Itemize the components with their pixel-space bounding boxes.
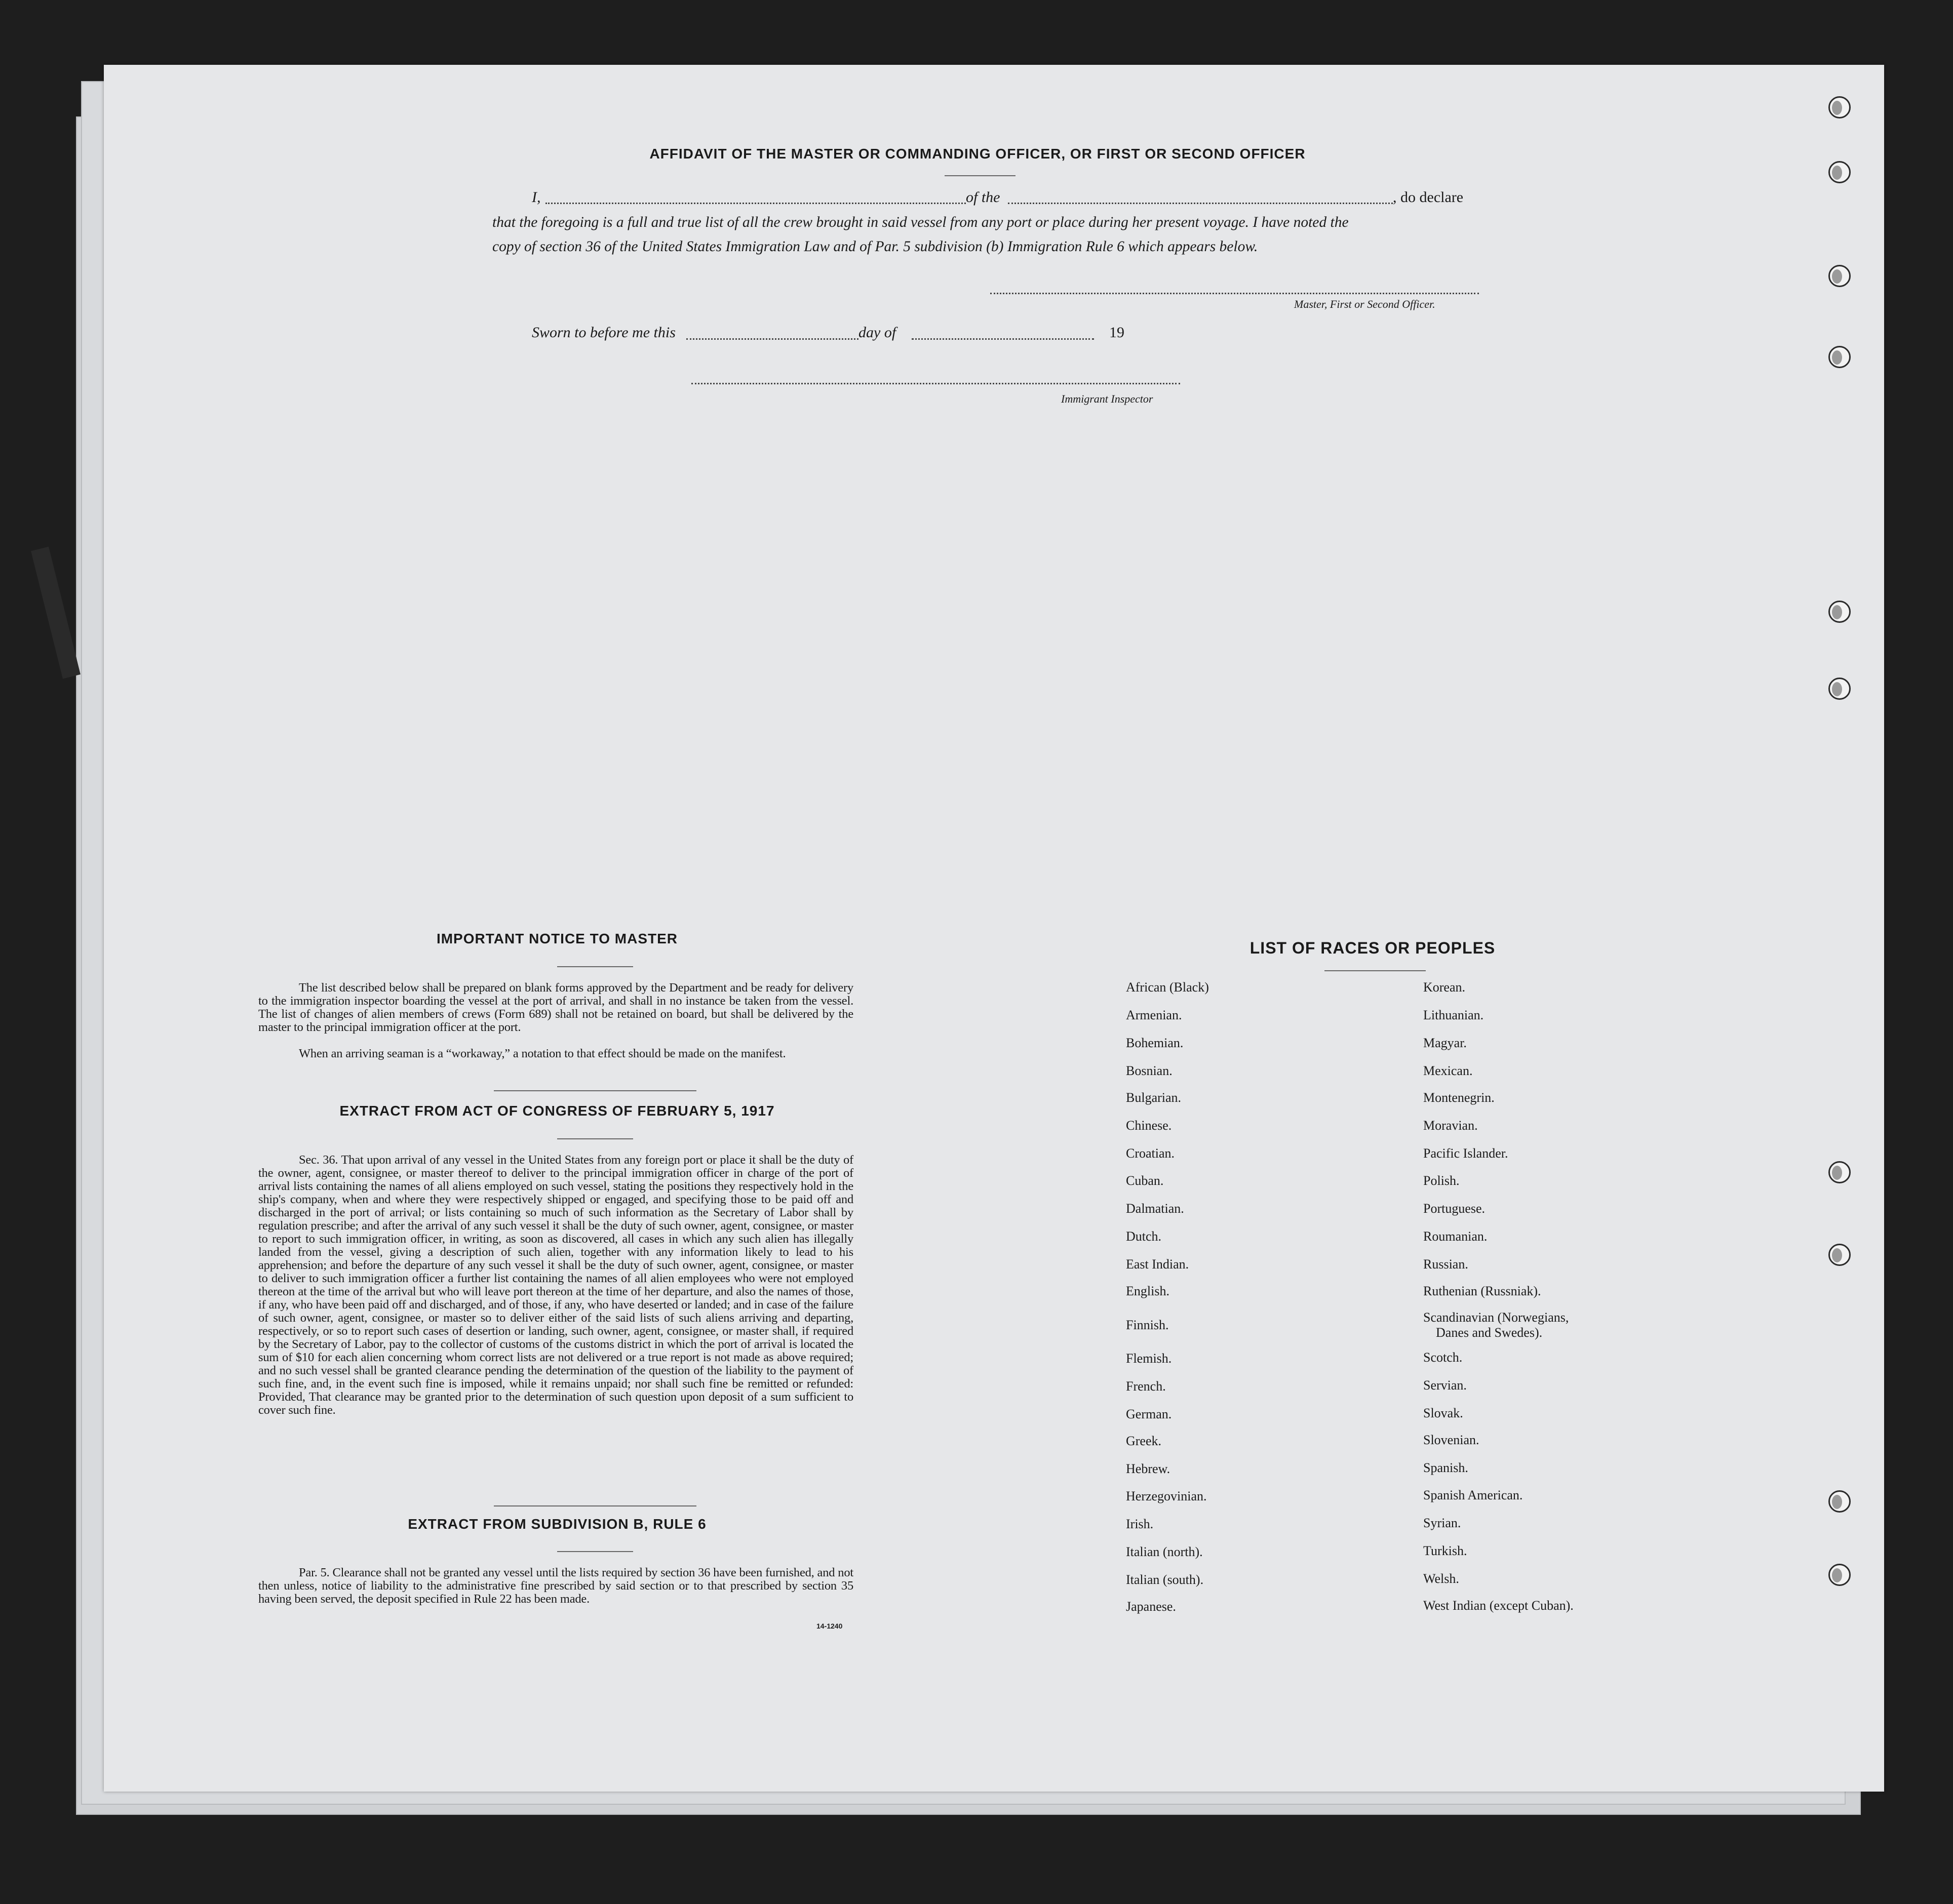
race-item: Italian (south). bbox=[1126, 1572, 1204, 1587]
inspector-caption: Immigrant Inspector bbox=[1061, 392, 1153, 405]
divider bbox=[945, 175, 1015, 176]
notice-title: IMPORTANT NOTICE TO MASTER bbox=[436, 931, 678, 946]
race-item: Armenian. bbox=[1126, 1008, 1182, 1022]
vessel-field[interactable] bbox=[1008, 203, 1393, 204]
binder-hole-icon bbox=[1828, 1161, 1851, 1183]
race-item: Magyar. bbox=[1423, 1036, 1467, 1050]
race-item: Slovenian. bbox=[1423, 1433, 1479, 1447]
race-item: Servian. bbox=[1423, 1378, 1467, 1393]
race-item: German. bbox=[1126, 1407, 1172, 1421]
race-item: Chinese. bbox=[1126, 1118, 1172, 1133]
race-item: French. bbox=[1126, 1379, 1166, 1394]
race-item: Portuguese. bbox=[1423, 1201, 1486, 1216]
race-item: Pacific Islander. bbox=[1423, 1146, 1508, 1161]
race-item: Scandinavian (Norwegians, bbox=[1423, 1310, 1569, 1325]
race-item: Herzegovinian. bbox=[1126, 1489, 1207, 1503]
race-item: Bohemian. bbox=[1126, 1036, 1184, 1050]
binder-hole-icon bbox=[1828, 678, 1851, 700]
act-extract-title: EXTRACT FROM ACT OF CONGRESS OF FEBRUARY 5, 1917 bbox=[339, 1103, 775, 1119]
race-item: Welsh. bbox=[1423, 1571, 1459, 1586]
race-item: Greek. bbox=[1126, 1434, 1162, 1448]
sworn-day-field[interactable] bbox=[686, 338, 858, 340]
sworn-month-field[interactable] bbox=[912, 338, 1094, 340]
divider bbox=[557, 1138, 633, 1139]
binder-hole-icon bbox=[1828, 265, 1851, 287]
binder-hole-icon bbox=[1828, 1244, 1851, 1266]
race-item: Dutch. bbox=[1126, 1229, 1162, 1244]
race-item: Turkish. bbox=[1423, 1543, 1467, 1558]
divider bbox=[494, 1090, 696, 1091]
binder-hole-icon bbox=[1828, 161, 1851, 183]
binder-hole-icon bbox=[1828, 601, 1851, 623]
binder-hole-icon bbox=[1828, 96, 1851, 118]
affidavit-declare: , do declare bbox=[1393, 189, 1464, 206]
affidavit-of-the: of the bbox=[966, 189, 1000, 206]
affidavit-line-2: that the foregoing is a full and true list of all the crew brought in said vessel from any port or place during her present voyage. I have noted the bbox=[492, 214, 1349, 230]
race-item: Scotch. bbox=[1423, 1350, 1463, 1365]
race-item: Roumanian. bbox=[1423, 1229, 1488, 1244]
race-item: Russian. bbox=[1423, 1257, 1468, 1272]
year-prefix: 19 bbox=[1109, 324, 1124, 341]
race-item: Korean. bbox=[1423, 980, 1466, 995]
rule-extract-title: EXTRACT FROM SUBDIVISION B, RULE 6 bbox=[408, 1516, 707, 1532]
race-item: Hebrew. bbox=[1126, 1461, 1170, 1476]
race-item: Japanese. bbox=[1126, 1599, 1176, 1614]
binder-hole-icon bbox=[1828, 346, 1851, 368]
race-item: Bosnian. bbox=[1126, 1063, 1173, 1078]
race-item: Finnish. bbox=[1126, 1318, 1169, 1332]
race-item: Lithuanian. bbox=[1423, 1008, 1484, 1022]
race-item: African (Black) bbox=[1126, 980, 1209, 995]
race-item: Cuban. bbox=[1126, 1173, 1164, 1188]
race-item: Bulgarian. bbox=[1126, 1090, 1182, 1105]
race-item: Syrian. bbox=[1423, 1516, 1461, 1530]
race-item: Danes and Swedes). bbox=[1436, 1325, 1543, 1340]
race-item: Slovak. bbox=[1423, 1406, 1463, 1420]
race-item: Flemish. bbox=[1126, 1351, 1172, 1366]
race-item: Dalmatian. bbox=[1126, 1201, 1184, 1216]
rule-extract-text: Par. 5. Clearance shall not be granted any vessel until the lists required by section 36 have been furnished, and not then unless, notice of liability to the administrative fine prescribed by said section or to that prescribed by section 35 having been served, the deposit specified in Rule 22 has been made. bbox=[258, 1566, 853, 1606]
race-item: Moravian. bbox=[1423, 1118, 1478, 1133]
race-item: Italian (north). bbox=[1126, 1544, 1203, 1559]
act-extract-text: Sec. 36. That upon arrival of any vessel in the United States from any foreign port or place it shall be the duty of the owner, agent, consignee, or master thereof to deliver to the principal immigration officer in charge of the port of arrival lists containing the names of all aliens employed on such vessel, stating the positions they respectively hold in the ship's company, when and where they were respectively shipped or engaged, and specifying those to be paid off and discharged in the port of arrival; or lists containing so much of such information as the Secretary of Labor shall by regulation prescribe; and after the arrival of any such vessel it shall be the duty of such owner, agent, consignee, or master to report to such immigration officer, in writing, as soon as discovered, all cases in which any such alien has illegally landed from the vessel, giving a description of such alien, together with any information likely to lead to his apprehension; and before the departure of any such vessel it shall be the duty of such owner, agent, consignee, or master to deliver to such immigration officer a further list containing the names of all alien employees who were not employed thereon at the time of the arrival but who will leave port thereon at the time of her departure, and also the names of those, if any, who have been paid off and discharged, and of those, if any, who have deserted or landed; and in case of the failure of such owner, agent, consignee, or master so to deliver either of the said lists of such aliens arriving and departing, respectively, or so to report such cases of desertion or landing, such owner, agent, consignee, or master shall, if required by the Secretary of Labor, pay to the collector of customs of the customs district in which the port of arrival is located the sum of $10 for each alien concerning whom correct lists are not delivered or a true report is not made as above required; and no such vessel shall be granted clearance pending the determination of the question of the liability to the payment of such fine, and, in the event such fine is imposed, while it remains unpaid; nor shall such fine be remitted or refunded: Provided, That clearance may be granted prior to the determination of such question upon deposit of a sum sufficient to cover such fine. bbox=[258, 1153, 853, 1417]
race-item: Spanish American. bbox=[1423, 1488, 1523, 1502]
document-page bbox=[104, 65, 1884, 1792]
divider bbox=[557, 966, 633, 967]
inspector-signature-field[interactable] bbox=[691, 383, 1180, 384]
race-item: Montenegrin. bbox=[1423, 1090, 1495, 1105]
binder-hole-icon bbox=[1828, 1490, 1851, 1513]
divider bbox=[557, 1551, 633, 1552]
affidavit-line-3: copy of section 36 of the United States Immigration Law and of Par. 5 subdivision (b) Immigration Rule 6 which appears below. bbox=[492, 239, 1258, 255]
divider bbox=[494, 1505, 696, 1506]
officer-signature-field[interactable] bbox=[990, 293, 1479, 294]
race-item: West Indian (except Cuban). bbox=[1423, 1598, 1574, 1613]
signature-caption: Master, First or Second Officer. bbox=[1294, 298, 1435, 310]
race-item: East Indian. bbox=[1126, 1257, 1189, 1272]
race-item: Ruthenian (Russniak). bbox=[1423, 1284, 1541, 1298]
divider bbox=[1324, 970, 1426, 971]
race-item: Spanish. bbox=[1423, 1460, 1468, 1475]
affidavit-line-i: I, bbox=[532, 189, 541, 206]
races-title: LIST OF RACES OR PEOPLES bbox=[1249, 939, 1496, 957]
notice-paragraph-2: When an arriving seaman is a “workaway,” a notation to that effect should be made on the manifest. bbox=[299, 1047, 786, 1060]
form-number: 14-1240 bbox=[816, 1622, 843, 1630]
sworn-label: Sworn to before me this bbox=[532, 324, 676, 341]
race-item: Polish. bbox=[1423, 1173, 1460, 1188]
race-item: Mexican. bbox=[1423, 1063, 1473, 1078]
name-field[interactable] bbox=[545, 203, 966, 204]
race-item: English. bbox=[1126, 1284, 1169, 1298]
day-of-label: day of bbox=[858, 324, 896, 341]
binding-ribbon bbox=[31, 547, 81, 679]
race-item: Croatian. bbox=[1126, 1146, 1175, 1161]
affidavit-title: AFFIDAVIT OF THE MASTER OR COMMANDING OFFICER, OR FIRST OR SECOND OFFICER bbox=[649, 146, 1306, 162]
binder-hole-icon bbox=[1828, 1564, 1851, 1586]
race-item: Irish. bbox=[1126, 1517, 1154, 1531]
notice-paragraph-1: The list described below shall be prepared on blank forms approved by the Department and be ready for delivery to the immigration inspector boarding the vessel at the port of arrival, and shall in no instance be taken from the vessel. The list of changes of alien members of crews (Form 689) shall not be retained on board, but shall be delivered by the master to the principal immigration officer at the port. bbox=[258, 981, 853, 1034]
